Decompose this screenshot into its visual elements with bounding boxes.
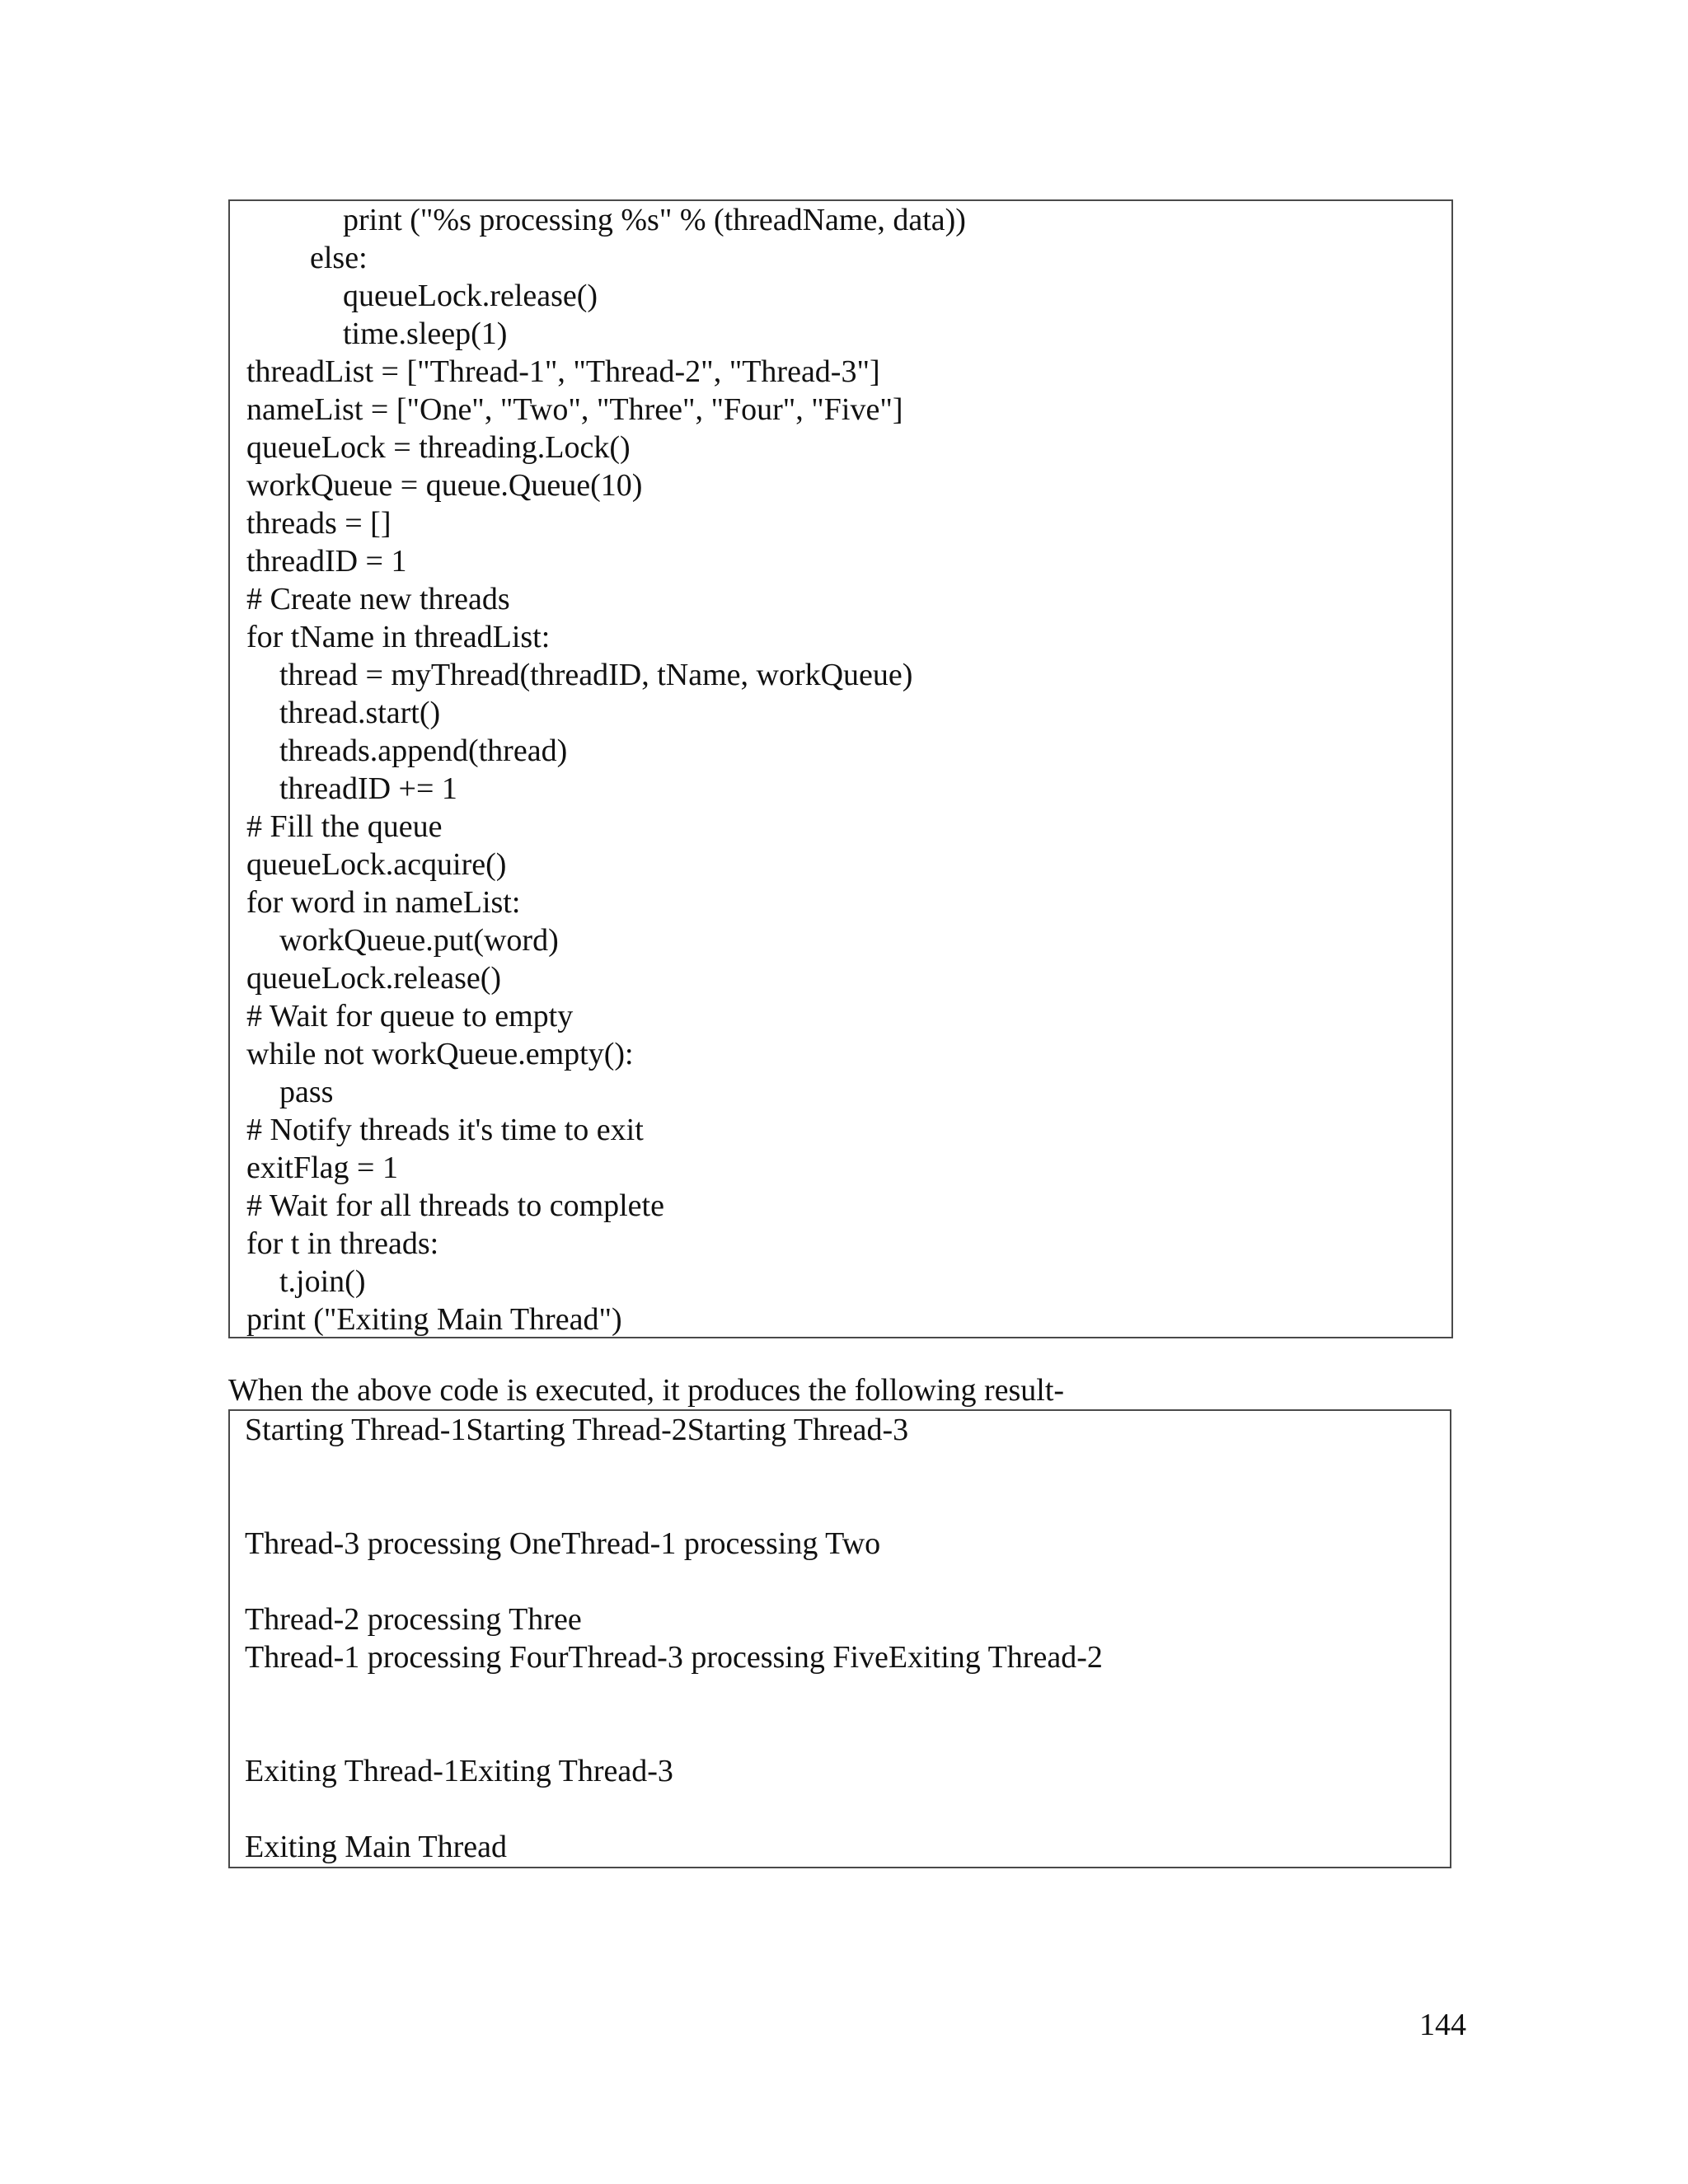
output-line: Thread-2 processing Three (245, 1602, 582, 1637)
code-line: threadID = 1 (246, 544, 407, 579)
code-line: pass (279, 1075, 334, 1109)
output-line: Exiting Thread-1Exiting Thread-3 (245, 1754, 673, 1788)
code-comment: # Create new threads (246, 582, 510, 616)
code-line: queueLock = threading.Lock() (246, 430, 631, 465)
code-line: t.join() (279, 1264, 366, 1299)
code-block (228, 199, 1453, 1338)
code-line: threadList = ["Thread-1", "Thread-2", "Thread-3"] (246, 354, 880, 389)
output-block (228, 1409, 1451, 1868)
code-line: exitFlag = 1 (246, 1151, 398, 1185)
code-comment: # Notify threads it's time to exit (246, 1113, 644, 1147)
output-line: Starting Thread-1Starting Thread-2Starting Thread-3 (245, 1413, 909, 1447)
code-line: print ("Exiting Main Thread") (246, 1302, 622, 1337)
code-comment: # Fill the queue (246, 809, 443, 844)
page-number: 144 (1419, 2008, 1466, 2042)
result-caption: When the above code is executed, it produces the following result- (228, 1373, 1065, 1408)
code-line: thread = myThread(threadID, tName, workQueue) (279, 658, 913, 692)
code-line: queueLock.acquire() (246, 847, 507, 882)
code-line: time.sleep(1) (343, 316, 508, 351)
output-line: Thread-3 processing OneThread-1 processing Two (245, 1526, 881, 1561)
code-line: queueLock.release() (246, 961, 502, 996)
code-comment: # Wait for queue to empty (246, 999, 574, 1033)
code-line: nameList = ["One", "Two", "Three", "Four", "Five"] (246, 392, 903, 427)
code-line: for tName in threadList: (246, 620, 551, 654)
code-line: threadID += 1 (279, 771, 457, 806)
code-line: threads = [] (246, 506, 392, 541)
code-line: for t in threads: (246, 1226, 439, 1261)
code-line: workQueue = queue.Queue(10) (246, 468, 643, 503)
code-line: queueLock.release() (343, 279, 598, 313)
code-line: thread.start() (279, 696, 441, 730)
code-line: else: (310, 241, 368, 275)
code-line: threads.append(thread) (279, 733, 568, 768)
code-line: for word in nameList: (246, 885, 521, 920)
code-line: print ("%s processing %s" % (threadName, data)) (343, 203, 966, 237)
output-line: Thread-1 processing FourThread-3 processing FiveExiting Thread-2 (245, 1640, 1103, 1675)
code-line: while not workQueue.empty(): (246, 1037, 634, 1071)
code-line: workQueue.put(word) (279, 923, 559, 958)
output-line: Exiting Main Thread (245, 1830, 508, 1864)
code-comment: # Wait for all threads to complete (246, 1188, 664, 1223)
